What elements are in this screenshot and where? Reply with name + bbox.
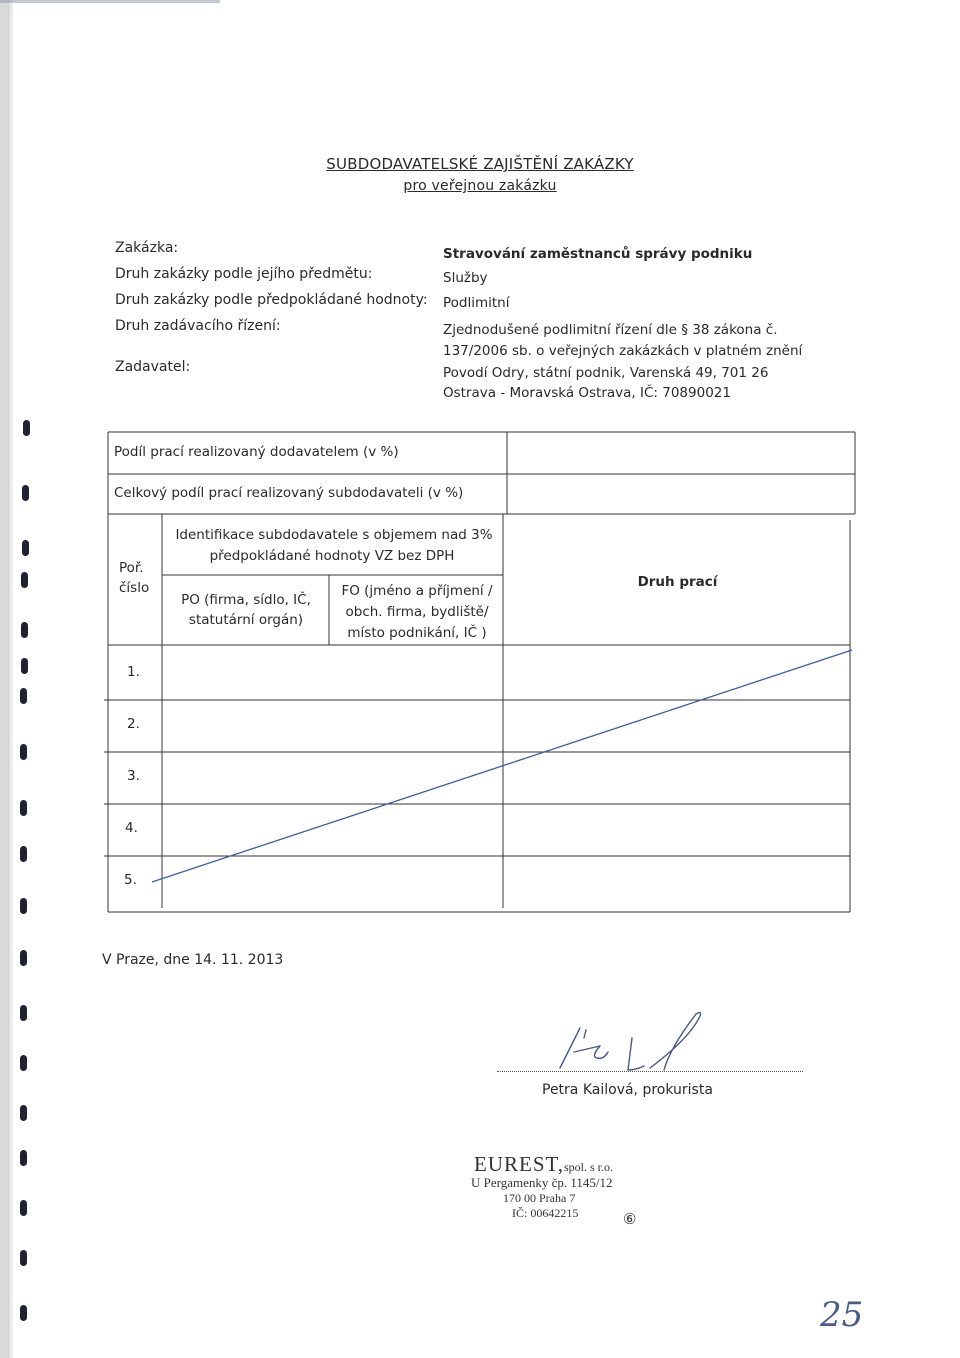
- podil-subdodavatel-label: Celkový podíl prací realizovaný subdodavateli (v %): [114, 485, 464, 501]
- podil-dodavatel-label: Podíl prací realizovaný dodavatelem (v %): [114, 444, 399, 460]
- stamp-company: EUREST,: [474, 1152, 565, 1176]
- binder-edge: [0, 0, 48, 1358]
- signature-line: [497, 1071, 803, 1072]
- druh-rizeni-value-2: 137/2006 sb. o veřejných zakázkách v platném znění: [443, 343, 803, 359]
- stamp-address-2: 170 00 Praha 7: [503, 1191, 576, 1205]
- strike-through-line: [152, 650, 852, 882]
- druh-hodnota-label: Druh zakázky podle předpokládané hodnoty:: [115, 292, 428, 308]
- zadavatel-label: Zadavatel:: [115, 359, 191, 375]
- col-po-header-2: statutární orgán): [188, 612, 304, 628]
- col-por-header-1: Poř.: [119, 560, 144, 576]
- signatory-name: Petra Kailová, prokurista: [542, 1082, 713, 1098]
- zadavatel-value-1: Povodí Odry, státní podnik, Varenská 49, 701 26: [443, 365, 769, 381]
- druh-rizeni-value-1: Zjednodušené podlimitní řízení dle § 38 zákona č.: [443, 322, 778, 338]
- stamp-ic: IČ: 00642215: [512, 1206, 579, 1220]
- place-date: V Praze, dne 14. 11. 2013: [102, 952, 284, 968]
- col-ident-header-2: předpokládané hodnoty VZ bez DPH: [209, 548, 455, 564]
- scan-artifact: [0, 0, 220, 3]
- table-row-number: 1.: [127, 664, 140, 680]
- page-number: 25: [820, 1295, 864, 1335]
- druh-hodnota-value: Podlimitní: [443, 295, 510, 311]
- stamp-address-1: U Pergamenky čp. 1145/12: [471, 1175, 613, 1190]
- table-row-number: 5.: [124, 872, 137, 888]
- page-title: SUBDODAVATELSKÉ ZAJIŠTĚNÍ ZAKÁZKY: [326, 155, 634, 173]
- druh-rizeni-label: Druh zadávacího řízení:: [115, 318, 281, 334]
- table-row-number: 2.: [127, 716, 140, 732]
- stamp-mark: ⑥: [623, 1212, 637, 1228]
- page-subtitle: pro veřejnou zakázku: [403, 178, 557, 194]
- zadavatel-value-2: Ostrava - Moravská Ostrava, IČ: 70890021: [443, 385, 731, 401]
- zakazka-label: Zakázka:: [115, 240, 179, 256]
- col-fo-header-3: místo podnikání, IČ ): [347, 625, 487, 641]
- druh-predmet-value: Služby: [443, 270, 488, 286]
- table-row-number: 3.: [127, 768, 140, 784]
- col-fo-header-2: obch. firma, bydliště/: [345, 604, 489, 620]
- signature-icon: [540, 1008, 730, 1078]
- col-ident-header-1: Identifikace subdodavatele s objemem nad 3%: [175, 527, 493, 543]
- table-row-number: 4.: [125, 820, 138, 836]
- col-po-header-1: PO (firma, sídlo, IČ,: [181, 592, 311, 608]
- druh-predmet-label: Druh zakázky podle jejího předmětu:: [115, 266, 373, 282]
- col-fo-header-1: FO (jméno a příjmení /: [341, 583, 493, 599]
- zakazka-value: Stravování zaměstnanců správy podniku: [443, 246, 753, 262]
- stamp-company-suffix: spol. s r.o.: [564, 1160, 614, 1174]
- col-por-header-2: číslo: [119, 580, 150, 596]
- col-druh-header: Druh prací: [637, 574, 718, 590]
